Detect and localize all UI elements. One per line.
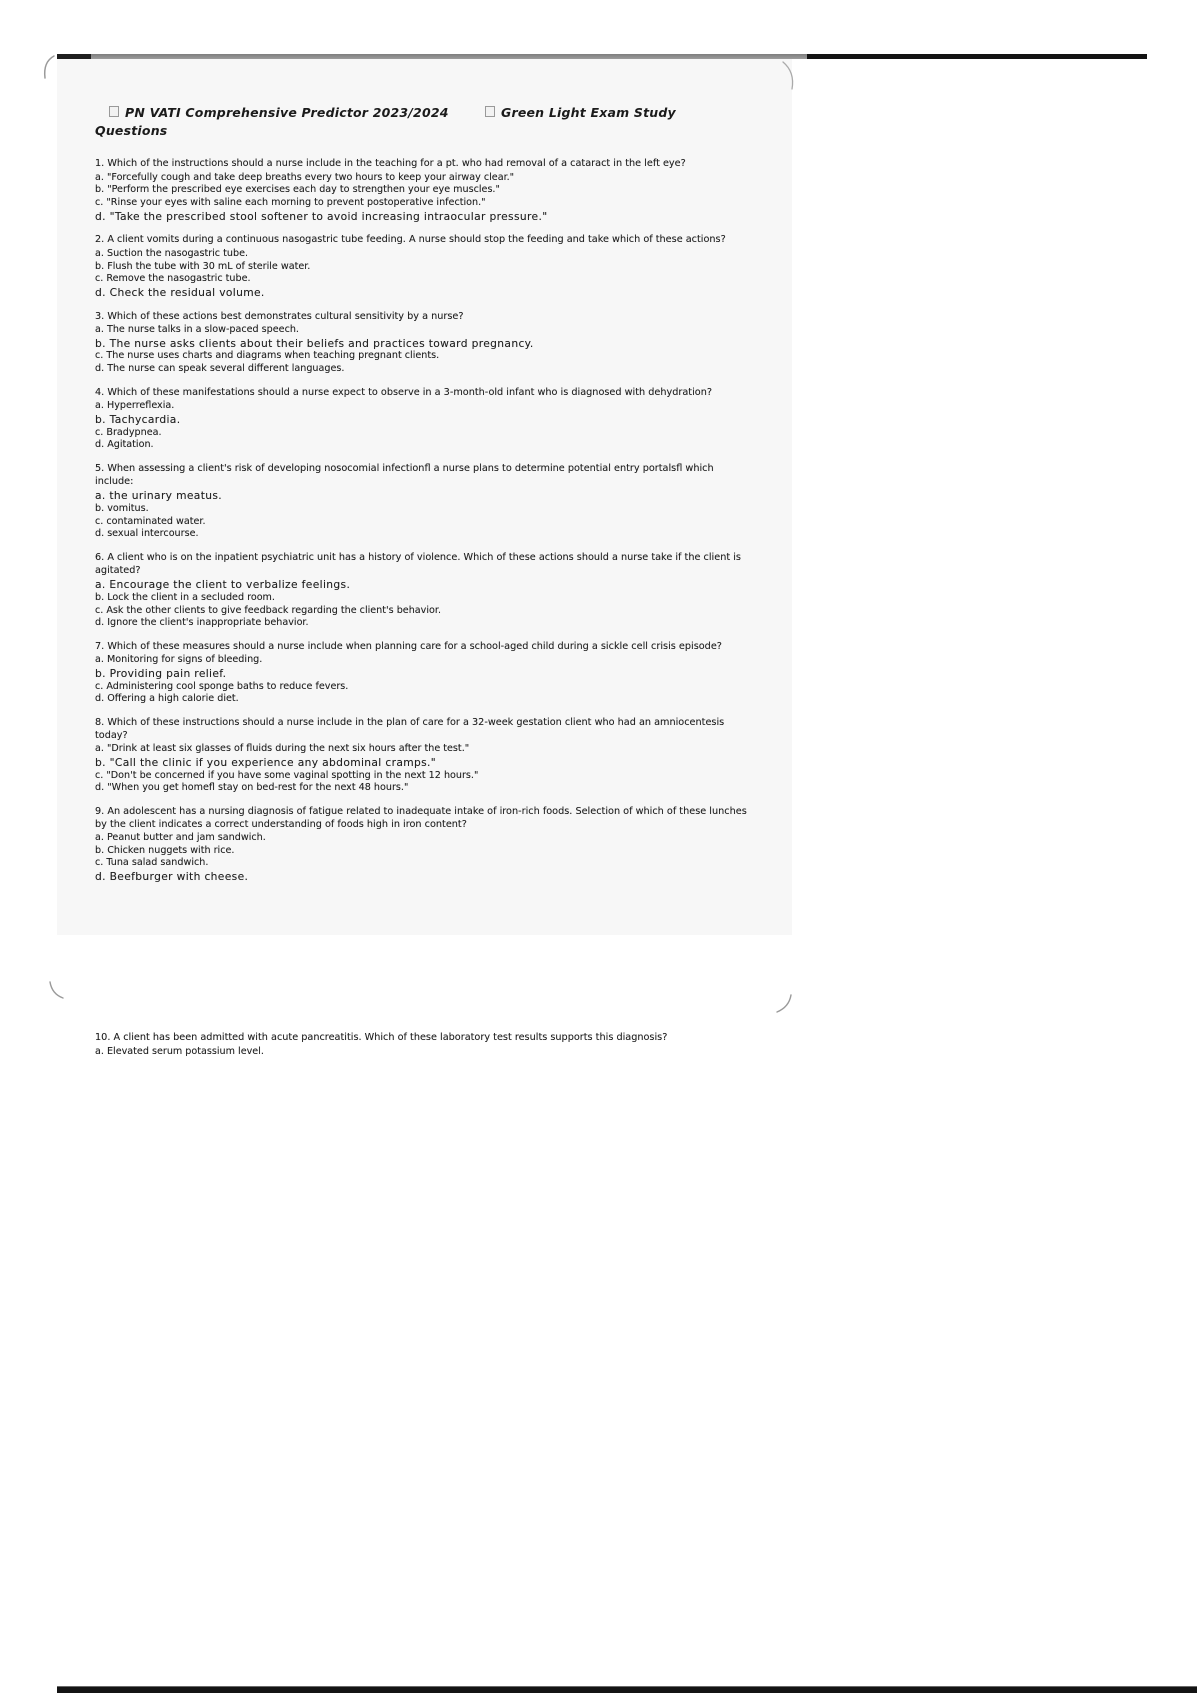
question-block	[95, 552, 751, 630]
answer-option-c: c. Ask the other clients to give feedback regarding the client's behavior.	[95, 604, 441, 616]
document-header	[95, 104, 751, 152]
question-block	[95, 463, 751, 541]
page2-questions	[95, 1032, 763, 1058]
question-block	[95, 806, 751, 884]
document-title-left	[95, 104, 495, 140]
answer-option-b: b. vomitus.	[95, 502, 149, 514]
answer-option-a: a. the urinary meatus.	[95, 489, 223, 503]
answer-option-a: a. Monitoring for signs of bleeding.	[95, 654, 263, 666]
question-text: 7. Which of these measures should a nurse include when planning care for a school-aged child during a sickle cell crisis episode?	[95, 640, 722, 652]
answer-option-a: a. Suction the nasogastric tube.	[95, 247, 249, 259]
answer-option-c: c. contaminated water.	[95, 515, 206, 527]
answer-option-d: d. "Take the prescribed stool softener to avoid increasing intraocular pressure."	[95, 209, 548, 223]
answer-option-b: b. "Call the clinic if you experience any abdominal cramps."	[95, 755, 437, 769]
document-title-right-text: Green Light Exam Study	[501, 105, 676, 120]
question-block	[95, 158, 751, 223]
answer-option-c: c. Bradypnea.	[95, 426, 162, 438]
answer-option-b: b. The nurse asks clients about their beliefs and practices toward pregnancy.	[95, 336, 534, 350]
page2-content	[95, 1032, 763, 1058]
question-text: 8. Which of these instructions should a nurse include in the plan of care for a 32-week gestation client who had an amniocentesis today?	[95, 717, 725, 741]
question-block	[95, 387, 751, 452]
page-corner-mark-bottom-left	[47, 980, 69, 1002]
answer-option-d: d. Agitation.	[95, 439, 154, 451]
bottom-window-edge	[57, 1686, 1197, 1693]
missing-glyph-icon	[485, 106, 495, 117]
question-block	[95, 1032, 763, 1058]
answer-option-b: b. Lock the client in a secluded room.	[95, 591, 275, 603]
missing-glyph-icon	[109, 106, 119, 117]
question-block	[95, 311, 751, 376]
answer-option-c: c. The nurse uses charts and diagrams when teaching pregnant clients.	[95, 350, 440, 362]
answer-option-a: a. Peanut butter and jam sandwich.	[95, 832, 266, 844]
answer-option-c: c. "Don't be concerned if you have some vaginal spotting in the next 12 hours."	[95, 769, 479, 781]
question-text: 9. An adolescent has a nursing diagnosis of fatigue related to inadequate intake of iron-rich foods. Selection of which of these lunches by the client indicates a correct understanding of foods high in iron content?	[95, 805, 747, 830]
answer-option-b: b. Chicken nuggets with rice.	[95, 844, 235, 856]
question-block	[95, 641, 751, 706]
question-block	[95, 234, 751, 299]
question-text: 1. Which of the instructions should a nurse include in the teaching for a pt. who had removal of a cataract in the left eye?	[95, 158, 686, 169]
answer-option-c: c. Administering cool sponge baths to reduce fevers.	[95, 680, 349, 692]
answer-option-d: d. Check the residual volume.	[95, 285, 265, 299]
answer-option-b: b. Providing pain relief.	[95, 667, 227, 681]
document-title-left-text: PN VATI Comprehensive Predictor 2023/2024 Questions	[95, 105, 449, 139]
question-text: 5. When assessing a client's risk of developing nosocomial infectionﬂ a nurse plans to determine potential entry portalsﬂ which include:	[95, 463, 714, 487]
question-block	[95, 717, 751, 795]
answer-option-a: a. Elevated serum potassium level.	[95, 1045, 264, 1057]
answer-option-b: b. "Perform the prescribed eye exercises each day to strengthen your eye muscles."	[95, 184, 500, 196]
question-text: 2. A client vomits during a continuous nasogastric tube feeding. A nurse should stop the feeding and take which of these actions?	[95, 234, 726, 246]
page1-questions	[95, 158, 751, 884]
top-edge-black-segment	[807, 54, 1147, 59]
answer-option-b: b. Tachycardia.	[95, 413, 181, 427]
answer-option-a: a. Encourage the client to verbalize feelings.	[95, 578, 351, 592]
document-title-right	[485, 104, 676, 122]
question-text: 3. Which of these actions best demonstrates cultural sensitivity by a nurse?	[95, 310, 464, 322]
answer-option-a: a. The nurse talks in a slow-paced speech.	[95, 324, 299, 336]
answer-option-d: d. "When you get homeﬂ stay on bed-rest for the next 48 hours."	[95, 782, 409, 794]
answer-option-d: d. sexual intercourse.	[95, 528, 199, 540]
answer-option-b: b. Flush the tube with 30 mL of sterile water.	[95, 260, 311, 272]
answer-option-d: d. Offering a high calorie diet.	[95, 693, 239, 705]
answer-option-c: c. Tuna salad sandwich.	[95, 857, 209, 869]
answer-option-a: a. Hyperreflexia.	[95, 400, 175, 412]
page-corner-mark-bottom-right	[773, 993, 795, 1015]
answer-option-c: c. Remove the nasogastric tube.	[95, 273, 251, 285]
answer-option-a: a. "Drink at least six glasses of fluids during the next six hours after the test."	[95, 743, 470, 755]
question-text: 4. Which of these manifestations should a nurse expect to observe in a 3-month-old infant who is diagnosed with dehydration?	[95, 386, 712, 398]
answer-option-a: a. "Forcefully cough and take deep breaths every two hours to keep your airway clear."	[95, 171, 515, 183]
answer-option-c: c. "Rinse your eyes with saline each morning to prevent postoperative infection."	[95, 196, 486, 208]
answer-option-d: d. Beefburger with cheese.	[95, 870, 249, 884]
page1-content	[95, 104, 751, 895]
question-text: 10. A client has been admitted with acute pancreatitis. Which of these laboratory test results supports this diagnosis?	[95, 1032, 668, 1043]
answer-option-d: d. Ignore the client's inappropriate behavior.	[95, 617, 309, 629]
question-text: 6. A client who is on the inpatient psychiatric unit has a history of violence. Which of these actions should a nurse take if the client is agitated?	[95, 551, 741, 576]
answer-option-d: d. The nurse can speak several different languages.	[95, 363, 345, 375]
